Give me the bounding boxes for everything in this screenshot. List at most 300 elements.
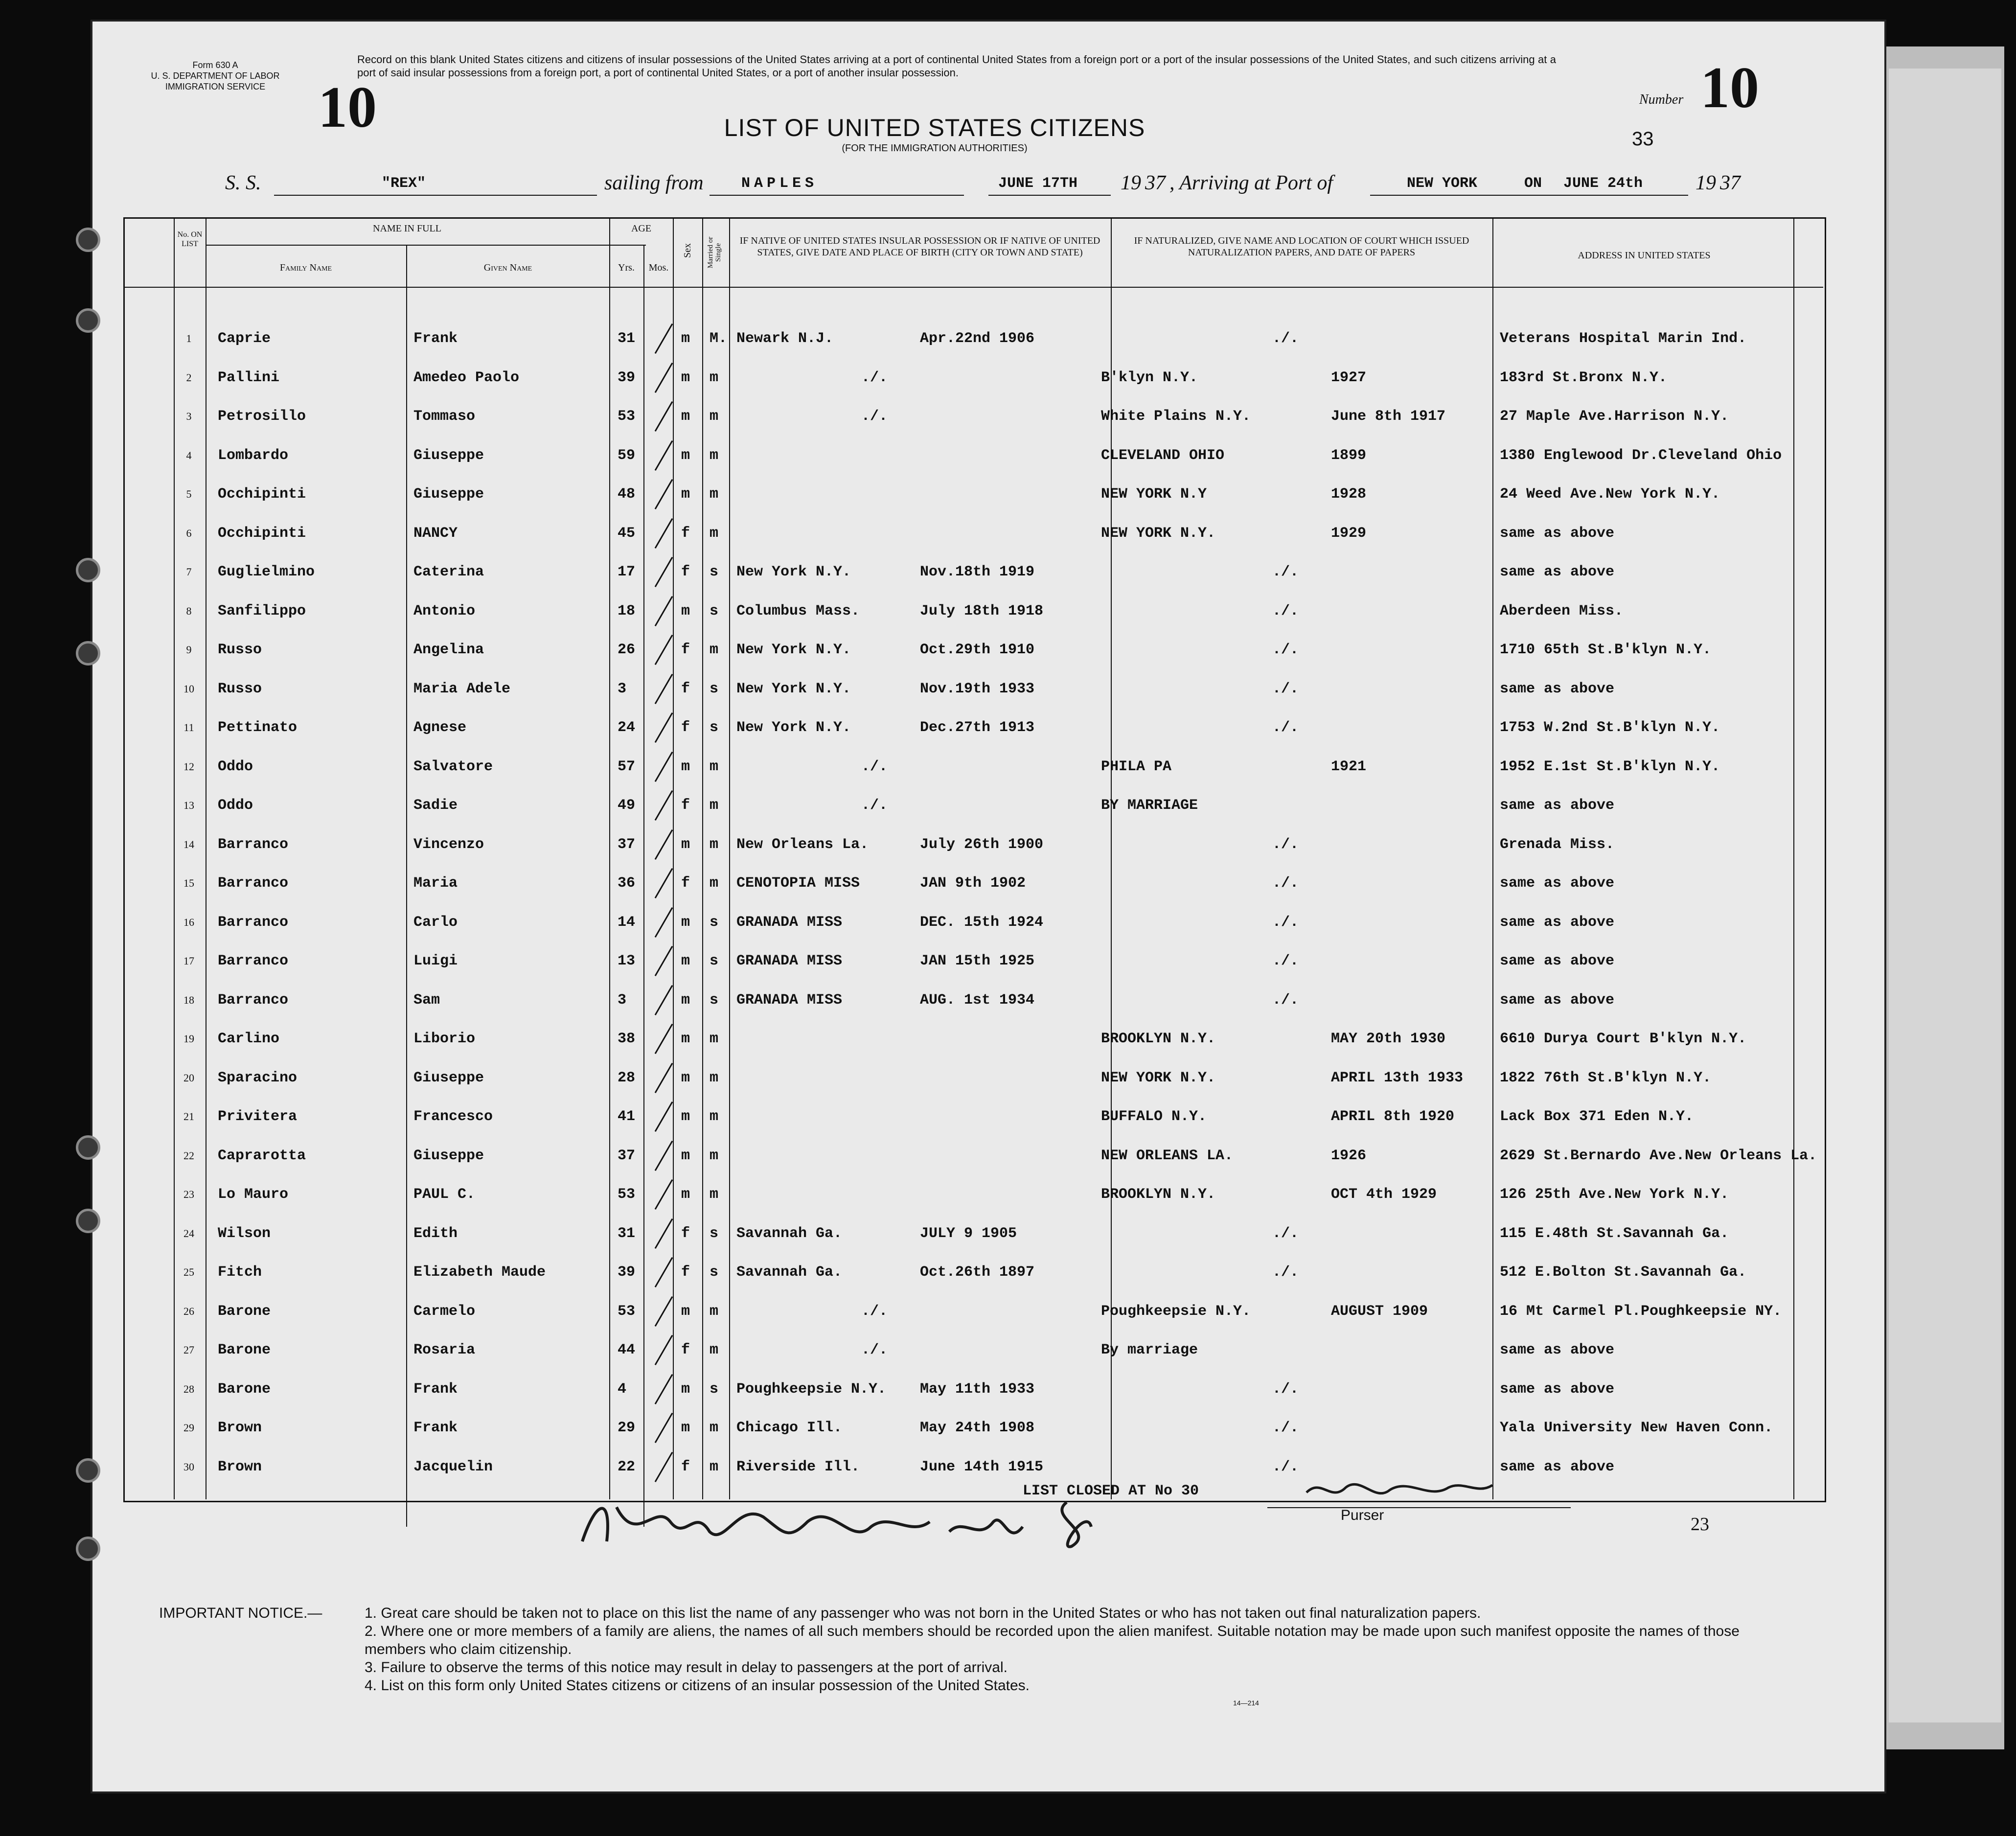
sex-cell: f — [681, 719, 690, 736]
sex-cell: f — [681, 525, 690, 542]
given-name-cell: Vincenzo — [413, 836, 484, 853]
naturalization-court-cell: BROOKLYN N.Y. — [1101, 1031, 1216, 1047]
birth-place-cell: GRANADA MISS — [736, 953, 843, 969]
marital-status-cell: M. — [710, 330, 728, 347]
birth-place-cell: Columbus Mass. — [736, 602, 860, 620]
header-mos: Mos. — [648, 262, 669, 273]
given-name-cell: Jacquelin — [413, 1458, 493, 1475]
list-closed: LIST CLOSED AT No 30 — [1023, 1483, 1199, 1499]
family-name-cell: Barone — [218, 1342, 271, 1358]
address-cell: 1710 65th St.B'klyn N.Y. — [1500, 642, 1712, 658]
given-name-cell: Elizabeth Maude — [413, 1264, 546, 1281]
age-cell: 57 — [618, 758, 636, 775]
binder-hole-icon — [76, 558, 100, 582]
naturalization-date-cell: MAY 20th 1930 — [1331, 1031, 1446, 1047]
given-name-cell: Giuseppe — [413, 1147, 484, 1164]
notice-item: 1. Great care should be taken not to place on this list the name of any passenger who was not born in the United States or who has not taken out final naturalization papers. — [365, 1605, 1481, 1621]
naturalization-date-cell: 1927 — [1331, 369, 1367, 386]
address-cell: same as above — [1500, 1458, 1615, 1475]
number-value: 10 — [1700, 55, 1759, 120]
family-name-cell: Guglielmino — [218, 564, 315, 580]
binder-hole-icon — [76, 228, 100, 252]
family-name-cell: Caprie — [218, 330, 271, 347]
number-label: Number — [1639, 92, 1684, 107]
birth-place-cell: ./. — [861, 1303, 888, 1320]
birth-date-cell: JAN 9th 1902 — [920, 875, 1026, 892]
age-cell: 4 — [618, 1380, 627, 1398]
birth-place-cell: ./. — [861, 758, 888, 775]
on-label: ON — [1524, 175, 1542, 192]
address-cell: Yala University New Haven Conn. — [1500, 1420, 1773, 1436]
underline — [274, 195, 597, 196]
naturalization-date-cell: June 8th 1917 — [1331, 408, 1446, 425]
naturalization-date-cell: 1899 — [1331, 447, 1367, 464]
naturalization-court-cell: B'klyn N.Y. — [1101, 369, 1198, 386]
given-name-cell: Sadie — [413, 797, 458, 814]
birth-date-cell: May 11th 1933 — [920, 1380, 1035, 1398]
naturalization-court-cell: ./. — [1272, 719, 1299, 736]
birth-place-cell: New Orleans La. — [736, 836, 869, 853]
family-name-cell: Pettinato — [218, 719, 298, 736]
header-family-name: Family Name — [279, 262, 332, 273]
birth-date-cell: JAN 15th 1925 — [920, 953, 1035, 969]
birth-place-cell: Chicago Ill. — [736, 1420, 843, 1436]
naturalization-court-cell: ./. — [1272, 1380, 1299, 1398]
row-number: 27 — [183, 1344, 194, 1356]
age-cell: 37 — [618, 836, 636, 853]
birth-place-cell: ./. — [861, 1342, 888, 1358]
birth-place-cell: ./. — [861, 408, 888, 425]
address-cell: 1822 76th St.B'klyn N.Y. — [1500, 1069, 1712, 1086]
row-number: 1 — [186, 332, 192, 344]
given-name-cell: Amedeo Paolo — [413, 369, 520, 386]
binder-hole-icon — [76, 641, 100, 666]
notice-item: 3. Failure to observe the terms of this notice may result in delay to passengers at the port of arrival. — [365, 1659, 1008, 1675]
given-name-cell: Carmelo — [413, 1303, 476, 1320]
row-number: 21 — [183, 1110, 194, 1123]
marital-status-cell: m — [710, 408, 719, 425]
sex-cell: f — [681, 1264, 690, 1281]
sex-cell: m — [681, 602, 690, 620]
marital-status-cell: m — [710, 1108, 719, 1125]
given-name-cell: Frank — [413, 1420, 458, 1436]
naturalization-court-cell: CLEVELAND OHIO — [1101, 447, 1225, 464]
row-number: 2 — [186, 371, 192, 384]
sex-cell: f — [681, 680, 690, 697]
sex-cell: m — [681, 914, 690, 931]
marital-status-cell: m — [710, 797, 719, 814]
form-code: 14—214 — [1233, 1699, 1259, 1707]
sex-cell: f — [681, 1225, 690, 1242]
row-number: 22 — [183, 1149, 194, 1162]
address-cell: same as above — [1500, 875, 1615, 892]
birth-place-cell: ./. — [861, 369, 888, 386]
birth-date-cell: Nov.19th 1933 — [920, 680, 1035, 697]
birth-date-cell: Nov.18th 1919 — [920, 564, 1035, 580]
naturalization-date-cell: 1928 — [1331, 486, 1367, 503]
underline — [710, 195, 964, 196]
sex-cell: m — [681, 1031, 690, 1047]
marital-status-cell: s — [710, 719, 719, 736]
naturalization-court-cell: NEW YORK N.Y — [1101, 486, 1207, 503]
notice-heading: IMPORTANT NOTICE.— — [159, 1605, 322, 1621]
row-number: 13 — [183, 799, 194, 811]
naturalization-court-cell: PHILA PA — [1101, 758, 1172, 775]
age-cell: 38 — [618, 1031, 636, 1047]
birth-date-cell: June 14th 1915 — [920, 1458, 1044, 1475]
row-number: 8 — [186, 604, 192, 617]
row-number: 6 — [186, 527, 192, 539]
birth-date-cell: Oct.29th 1910 — [920, 642, 1035, 658]
address-cell: same as above — [1500, 1380, 1615, 1398]
family-name-cell: Barone — [218, 1303, 271, 1320]
birth-date-cell: July 26th 1900 — [920, 836, 1044, 853]
naturalization-court-cell: ./. — [1272, 991, 1299, 1009]
header-rule — [123, 287, 1823, 288]
divider — [702, 217, 703, 1499]
year-prefix-1: 19 — [1121, 172, 1141, 194]
page-subtitle: (FOR THE IMMIGRATION AUTHORITIES) — [842, 143, 1028, 154]
naturalization-court-cell: NEW YORK N.Y. — [1101, 525, 1216, 542]
naturalization-date-cell: 1921 — [1331, 758, 1367, 775]
sex-cell: f — [681, 642, 690, 658]
birth-place-cell: GRANADA MISS — [736, 914, 843, 931]
birth-date-cell: DEC. 15th 1924 — [920, 914, 1044, 931]
row-number: 17 — [183, 955, 194, 967]
birth-date-cell: JULY 9 1905 — [920, 1225, 1017, 1242]
notice-item: 4. List on this form only United States citizens or citizens of an insular possession of the United States. — [365, 1677, 1030, 1694]
given-name-cell: Luigi — [413, 953, 458, 969]
given-name-cell: Francesco — [413, 1108, 493, 1125]
row-number: 5 — [186, 488, 192, 500]
given-name-cell: Edith — [413, 1225, 458, 1242]
family-name-cell: Barranco — [218, 991, 289, 1009]
birth-place-cell: CENOTOPIA MISS — [736, 875, 860, 892]
given-name-cell: Giuseppe — [413, 447, 484, 464]
family-name-cell: Occhipinti — [218, 486, 306, 503]
marital-status-cell: s — [710, 1380, 719, 1398]
given-name-cell: Liborio — [413, 1031, 476, 1047]
age-cell: 53 — [618, 1186, 636, 1203]
birth-place-cell: Savannah Ga. — [736, 1264, 843, 1281]
header-age: AGE — [631, 223, 652, 234]
naturalization-court-cell: White Plains N.Y. — [1101, 408, 1251, 425]
family-name-cell: Occhipinti — [218, 525, 306, 542]
family-name-cell: Russo — [218, 680, 262, 697]
naturalization-court-cell: BROOKLYN N.Y. — [1101, 1186, 1216, 1203]
family-name-cell: Lo Mauro — [218, 1186, 289, 1203]
sex-cell: m — [681, 1069, 690, 1086]
sex-cell: m — [681, 369, 690, 386]
row-number: 4 — [186, 449, 192, 461]
marital-status-cell: s — [710, 680, 719, 697]
sex-cell: f — [681, 875, 690, 892]
leaf-number: 23 — [1691, 1514, 1709, 1535]
arrival-port: NEW YORK — [1407, 175, 1478, 192]
marital-status-cell: m — [710, 1342, 719, 1358]
sex-cell: m — [681, 408, 690, 425]
family-name-cell: Brown — [218, 1420, 262, 1436]
marital-status-cell: m — [710, 486, 719, 503]
inspector-signature — [577, 1488, 1165, 1556]
family-name-cell: Barone — [218, 1380, 271, 1398]
marital-status-cell: m — [710, 1420, 719, 1436]
address-cell: same as above — [1500, 991, 1615, 1009]
age-cell: 59 — [618, 447, 636, 464]
age-cell: 28 — [618, 1069, 636, 1086]
marital-status-cell: s — [710, 914, 719, 931]
address-cell: 6610 Durya Court B'klyn N.Y. — [1500, 1031, 1747, 1047]
row-number: 16 — [183, 916, 194, 928]
given-name-cell: Frank — [413, 330, 458, 347]
header-native: IF NATIVE OF UNITED STATES INSULAR POSSESSION OR IF NATIVE OF UNITED STATES, GIVE DATE AND PLACE OF BIRTH (CITY OR TOWN AND STATE) — [739, 235, 1100, 258]
sex-cell: m — [681, 953, 690, 969]
address-cell: 27 Maple Ave.Harrison N.Y. — [1500, 408, 1729, 425]
row-number: 24 — [183, 1227, 194, 1239]
age-cell: 31 — [618, 330, 636, 347]
sex-cell: f — [681, 797, 690, 814]
naturalization-court-cell: NEW ORLEANS LA. — [1101, 1147, 1234, 1164]
row-number: 29 — [183, 1422, 194, 1434]
underline — [988, 195, 1111, 196]
sex-cell: m — [681, 1186, 690, 1203]
header-married-single: Married or Single — [707, 236, 722, 269]
address-cell: 16 Mt Carmel Pl.Poughkeepsie NY. — [1500, 1303, 1782, 1320]
naturalization-court-cell: BUFFALO N.Y. — [1101, 1108, 1207, 1125]
age-cell: 3 — [618, 991, 627, 1009]
divider — [673, 217, 674, 1499]
ship-name: "REX" — [382, 175, 426, 192]
birth-place-cell: New York N.Y. — [736, 642, 851, 658]
sex-cell: m — [681, 1420, 690, 1436]
row-number: 28 — [183, 1382, 194, 1395]
age-cell: 29 — [618, 1420, 636, 1436]
marital-status-cell: m — [710, 369, 719, 386]
arrival-date: JUNE 24th — [1563, 175, 1643, 192]
marital-status-cell: m — [710, 1147, 719, 1164]
birth-place-cell: ./. — [861, 797, 888, 814]
row-number: 20 — [183, 1071, 194, 1084]
given-name-cell: Agnese — [413, 719, 467, 736]
family-name-cell: Russo — [218, 642, 262, 658]
back-sheet-2 — [1889, 69, 2001, 1722]
naturalization-court-cell: ./. — [1272, 836, 1299, 853]
age-cell: 49 — [618, 797, 636, 814]
row-number: 10 — [183, 682, 194, 695]
birth-date-cell: July 18th 1918 — [920, 602, 1044, 620]
naturalization-date-cell: APRIL 13th 1933 — [1331, 1069, 1464, 1086]
given-name-cell: Maria — [413, 875, 458, 892]
row-number: 14 — [183, 838, 194, 850]
given-name-cell: PAUL C. — [413, 1186, 476, 1203]
row-number: 12 — [183, 760, 194, 773]
given-name-cell: Angelina — [413, 642, 484, 658]
address-cell: 1753 W.2nd St.B'klyn N.Y. — [1500, 719, 1720, 736]
row-number: 11 — [183, 721, 194, 734]
given-name-cell: Rosaria — [413, 1342, 476, 1358]
age-cell: 17 — [618, 564, 636, 580]
form-info — [147, 60, 284, 92]
notice-item: 2. Where one or more members of a family are aliens, the names of all such members should be recorded upon the alien manifest. Suitable notation may be made upon such manifest opposite the names of those members who claim citizenship. — [365, 1623, 1740, 1657]
divider — [174, 217, 175, 1499]
depart-year: 37 — [1145, 172, 1166, 194]
birth-place-cell: Riverside Ill. — [736, 1458, 860, 1475]
naturalization-date-cell: OCT 4th 1929 — [1331, 1186, 1437, 1203]
service: IMMIGRATION SERVICE — [165, 82, 266, 92]
depart-date: JUNE 17TH — [998, 175, 1078, 192]
family-name-cell: Barranco — [218, 836, 289, 853]
naturalization-court-cell: ./. — [1272, 330, 1299, 347]
given-name-cell: Maria Adele — [413, 680, 511, 697]
family-name-cell: Pallini — [218, 369, 280, 386]
birth-place-cell: Savannah Ga. — [736, 1225, 843, 1242]
age-cell: 53 — [618, 1303, 636, 1320]
sex-cell: m — [681, 1147, 690, 1164]
marital-status-cell: m — [710, 1458, 719, 1475]
age-cell: 14 — [618, 914, 636, 931]
address-cell: 115 E.48th St.Savannah Ga. — [1500, 1225, 1729, 1242]
address-cell: 126 25th Ave.New York N.Y. — [1500, 1186, 1729, 1203]
naturalization-court-cell: ./. — [1272, 953, 1299, 969]
divider — [729, 217, 730, 1499]
address-cell: 24 Weed Ave.New York N.Y. — [1500, 486, 1720, 503]
header-no: No. ON LIST — [177, 230, 203, 248]
sex-cell: m — [681, 1303, 690, 1320]
row-number: 26 — [183, 1305, 194, 1317]
birth-date-cell: AUG. 1st 1934 — [920, 991, 1035, 1009]
important-notice — [159, 1604, 1774, 1695]
given-name-cell: Giuseppe — [413, 1069, 484, 1086]
page-title: LIST OF UNITED STATES CITIZENS — [724, 114, 1145, 141]
divider — [1492, 217, 1493, 1499]
header-yrs: Yrs. — [618, 262, 635, 273]
address-cell: same as above — [1500, 1342, 1615, 1358]
divider — [1793, 217, 1794, 1499]
address-cell: same as above — [1500, 525, 1615, 542]
age-cell: 48 — [618, 486, 636, 503]
header-address: ADDRESS IN UNITED STATES — [1578, 250, 1711, 261]
arrival-year: 37 — [1720, 172, 1741, 194]
age-cell: 39 — [618, 369, 636, 386]
row-number: 23 — [183, 1188, 194, 1200]
age-cell: 45 — [618, 525, 636, 542]
sex-cell: m — [681, 447, 690, 464]
sex-cell: m — [681, 991, 690, 1009]
row-number: 25 — [183, 1266, 194, 1278]
binder-hole-icon — [76, 1537, 100, 1561]
naturalization-court-cell: Poughkeepsie N.Y. — [1101, 1303, 1251, 1320]
binder-hole-icon — [76, 308, 100, 333]
divider — [406, 245, 407, 1527]
given-name-cell: Carlo — [413, 914, 458, 931]
age-cell: 3 — [618, 680, 627, 697]
marital-status-cell: s — [710, 564, 719, 580]
given-name-cell: Tommaso — [413, 408, 476, 425]
birth-date-cell: Oct.26th 1897 — [920, 1264, 1035, 1281]
header-given-name: Given Name — [483, 262, 532, 273]
naturalization-court-cell: ./. — [1272, 1264, 1299, 1281]
age-cell: 13 — [618, 953, 636, 969]
age-cell: 24 — [618, 719, 636, 736]
naturalization-date-cell: AUGUST 1909 — [1331, 1303, 1428, 1320]
given-name-cell: NANCY — [413, 525, 458, 542]
birth-place-cell: Newark N.J. — [736, 330, 834, 347]
marital-status-cell: s — [710, 1225, 719, 1242]
naturalization-court-cell: ./. — [1272, 914, 1299, 931]
header-naturalized: IF NATURALIZED, GIVE NAME AND LOCATION OF COURT WHICH ISSUED NATURALIZATION PAPERS, AND DATE OF PAPERS — [1134, 235, 1469, 258]
birth-place-cell: New York N.Y. — [736, 564, 851, 580]
age-cell: 31 — [618, 1225, 636, 1242]
naturalization-court-cell: ./. — [1272, 1458, 1299, 1475]
birth-date-cell: Apr.22nd 1906 — [920, 330, 1035, 347]
marital-status-cell: m — [710, 1186, 719, 1203]
row-number: 19 — [183, 1033, 194, 1045]
marital-status-cell: s — [710, 953, 719, 969]
sex-cell: f — [681, 564, 690, 580]
family-name-cell: Oddo — [218, 797, 253, 814]
family-name-cell: Wilson — [218, 1225, 271, 1242]
family-name-cell: Oddo — [218, 758, 253, 775]
naturalization-court-cell: By marriage — [1101, 1342, 1198, 1358]
family-name-cell: Brown — [218, 1458, 262, 1475]
age-cell: 44 — [618, 1342, 636, 1358]
naturalization-date-cell: APRIL 8th 1920 — [1331, 1108, 1455, 1125]
birth-place-cell: GRANADA MISS — [736, 991, 843, 1009]
row-number: 9 — [186, 643, 192, 656]
age-cell: 37 — [618, 1147, 636, 1164]
row-number: 3 — [186, 410, 192, 422]
family-name-cell: Sanfilippo — [218, 602, 306, 620]
arriving-label: , Arriving at Port of — [1169, 172, 1333, 194]
given-name-cell: Salvatore — [413, 758, 493, 775]
family-name-cell: Barranco — [218, 953, 289, 969]
sex-cell: f — [681, 1458, 690, 1475]
row-number: 7 — [186, 566, 192, 578]
divider — [609, 217, 610, 1499]
family-name-cell: Sparacino — [218, 1069, 298, 1086]
age-cell: 18 — [618, 602, 636, 620]
marital-status-cell: m — [710, 758, 719, 775]
underline — [1370, 195, 1688, 196]
sex-cell: m — [681, 836, 690, 853]
binder-hole-icon — [76, 1458, 100, 1483]
divider — [643, 245, 644, 1527]
address-cell: same as above — [1500, 914, 1615, 931]
address-cell: same as above — [1500, 797, 1615, 814]
address-cell: 512 E.Bolton St.Savannah Ga. — [1500, 1264, 1747, 1281]
birth-date-cell: Dec.27th 1913 — [920, 719, 1035, 736]
sex-cell: m — [681, 1380, 690, 1398]
marital-status-cell: m — [710, 642, 719, 658]
sex-cell: m — [681, 330, 690, 347]
address-cell: same as above — [1500, 953, 1615, 969]
family-name-cell: Petrosillo — [218, 408, 306, 425]
marital-status-cell: m — [710, 836, 719, 853]
address-cell: 183rd St.Bronx N.Y. — [1500, 369, 1668, 386]
sex-cell: m — [681, 486, 690, 503]
row-number: 15 — [183, 877, 194, 889]
birth-place-cell: New York N.Y. — [736, 719, 851, 736]
intro-text: Record on this blank United States citizens and citizens of insular possessions of the United States arriving at a port of continental United States from a foreign port or a port of the insular possessions of the United States, and such citizens arriving at a port of said insular possessions from a foreign port, a port of continental United States, or a port of another insular possession. — [357, 53, 1556, 79]
divider — [206, 245, 646, 246]
address-cell: 2629 St.Bernardo Ave.New Orleans La. — [1500, 1147, 1817, 1164]
age-cell: 22 — [618, 1458, 636, 1475]
binder-hole-icon — [76, 1209, 100, 1233]
header-sex: Sex — [682, 243, 693, 258]
left-number: 10 — [318, 74, 377, 139]
address-cell: Lack Box 371 Eden N.Y. — [1500, 1108, 1694, 1125]
naturalization-court-cell: ./. — [1272, 602, 1299, 620]
